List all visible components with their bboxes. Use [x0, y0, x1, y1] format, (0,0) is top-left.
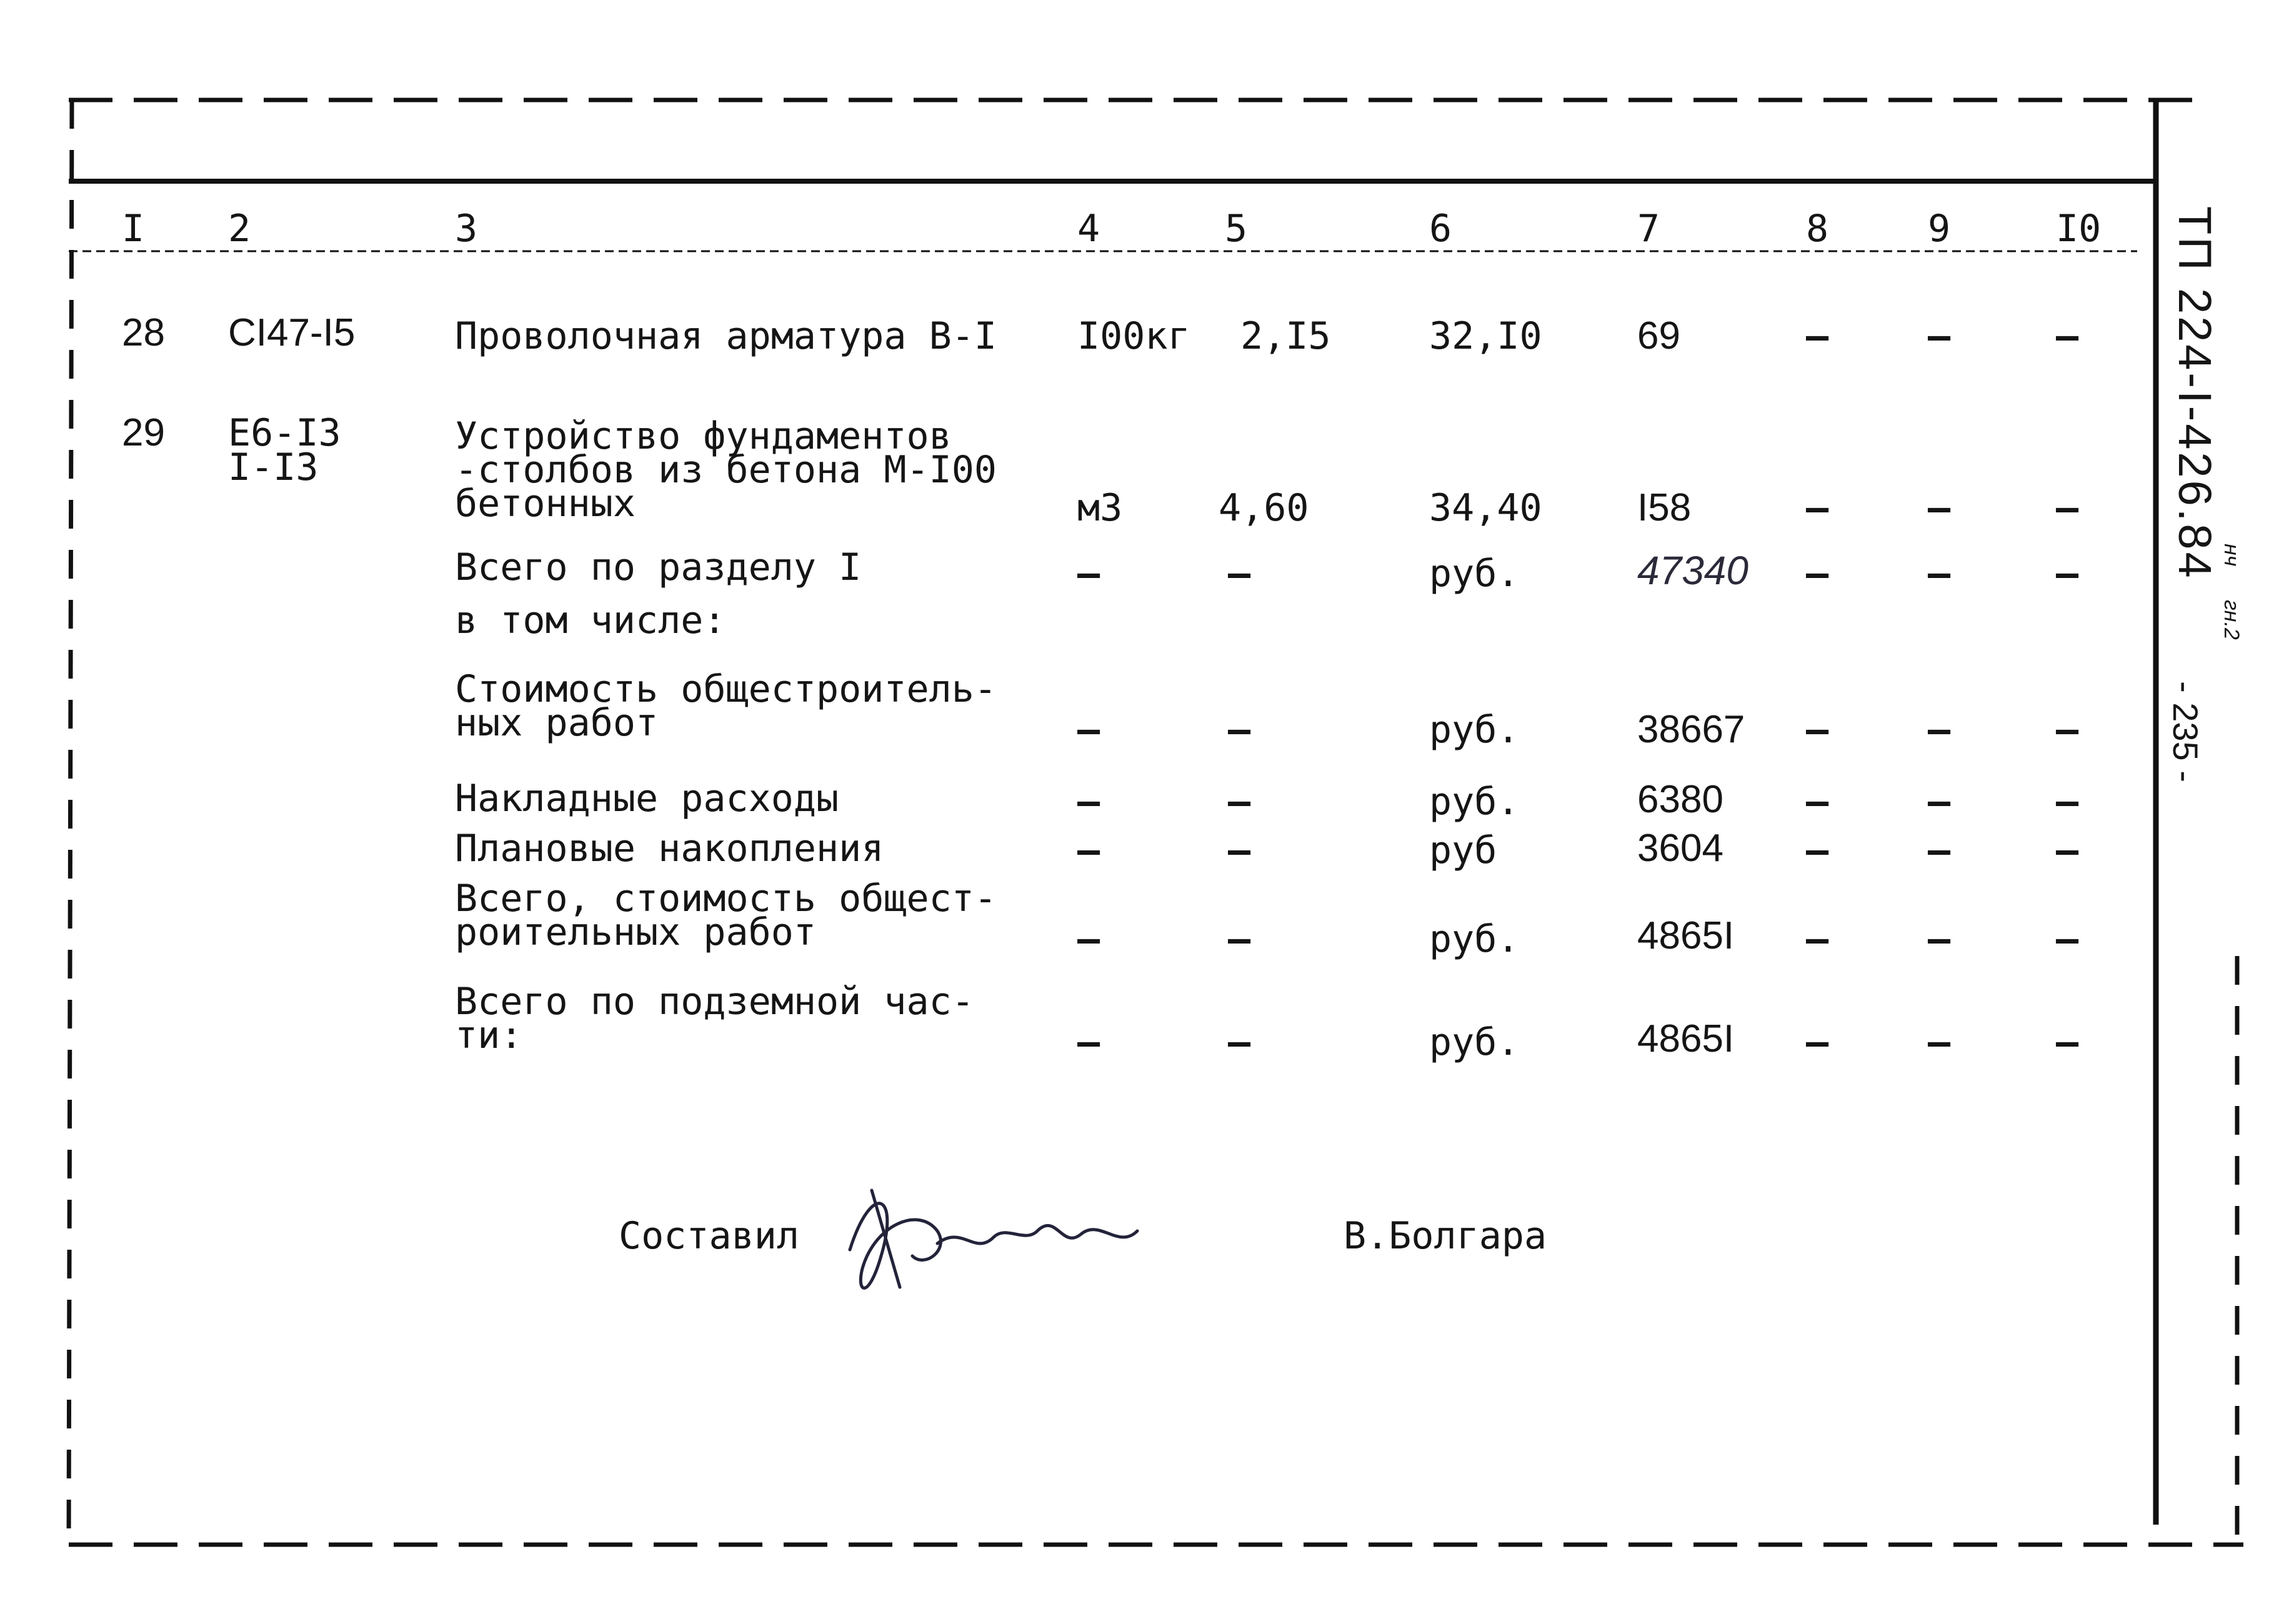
row-total: 4865I — [1637, 914, 1735, 957]
row-description: Плановые накопления — [455, 827, 884, 870]
row-col10: – — [2056, 917, 2079, 961]
row-total: I58 — [1637, 486, 1692, 529]
row-col10: – — [2056, 486, 2079, 530]
row-unit: I00кг — [1077, 314, 1190, 358]
row-col10: – — [2056, 552, 2079, 595]
row-code: Е6-I3 — [228, 411, 341, 455]
row-qty: 2,I5 — [1240, 314, 1331, 358]
row-description: -столбов из бетона М-I00 — [455, 448, 997, 492]
row-qty: – — [1228, 1020, 1251, 1064]
row-qty: – — [1228, 829, 1251, 872]
subsection-note: в том числе: — [455, 599, 726, 642]
row-total: 4865I — [1637, 1017, 1735, 1060]
compiler-name: В.Болгара — [1344, 1214, 1547, 1258]
col-7: 7 — [1637, 207, 1660, 251]
row-price: 34,40 — [1429, 486, 1542, 530]
row-col9: – — [1928, 314, 1951, 358]
row-col8: – — [1806, 314, 1829, 358]
row-description: роительных работ — [455, 910, 816, 954]
col-5: 5 — [1225, 207, 1248, 251]
row-number: 28 — [122, 311, 165, 354]
row-col8: – — [1806, 486, 1829, 530]
row-code-2: I-I3 — [228, 446, 319, 489]
row-unit: – — [1077, 829, 1100, 872]
row-unit: – — [1077, 780, 1100, 824]
row-description: ти: — [455, 1014, 523, 1057]
col-4: 4 — [1077, 207, 1100, 251]
row-price: 32,I0 — [1429, 314, 1542, 358]
row-col10: – — [2056, 829, 2079, 872]
row-code: CI47-I5 — [228, 311, 356, 354]
row-unit: – — [1077, 1020, 1100, 1064]
row-price: руб. — [1429, 917, 1520, 961]
row-price: руб. — [1429, 552, 1520, 595]
row-col9: – — [1928, 708, 1951, 752]
row-col8: – — [1806, 917, 1829, 961]
row-total: 38667 — [1637, 708, 1745, 751]
row-description: бетонных — [455, 482, 636, 526]
row-description: Проволочная арматура В-I — [455, 314, 997, 358]
row-total: 47340 — [1637, 548, 1748, 593]
row-col9: – — [1928, 486, 1951, 530]
row-unit: – — [1077, 708, 1100, 752]
row-description: Всего по разделу I — [455, 545, 862, 589]
col-6: 6 — [1429, 207, 1452, 251]
row-unit: м3 — [1077, 486, 1123, 530]
row-col8: – — [1806, 708, 1829, 752]
col-2: 2 — [228, 207, 251, 251]
row-description: ных работ — [455, 701, 659, 745]
col-9: 9 — [1928, 207, 1951, 251]
project-code-superscript: нч — [2220, 544, 2243, 567]
row-col9: – — [1928, 829, 1951, 872]
project-code: ТП 224-I-426.84 — [2169, 206, 2221, 580]
row-unit: – — [1077, 917, 1100, 961]
compiled-by-label: Составил — [619, 1214, 799, 1258]
row-col8: – — [1806, 552, 1829, 595]
row-unit: – — [1077, 552, 1100, 595]
row-col10: – — [2056, 314, 2079, 358]
row-total: 3604 — [1637, 827, 1723, 870]
row-qty: – — [1228, 780, 1251, 824]
row-qty: – — [1228, 708, 1251, 752]
row-qty: – — [1228, 917, 1251, 961]
row-col9: – — [1928, 780, 1951, 824]
row-col8: – — [1806, 780, 1829, 824]
row-qty: – — [1228, 552, 1251, 595]
row-description: Устройство фундаментов — [455, 414, 952, 458]
col-8: 8 — [1806, 207, 1829, 251]
row-description: Стоимость общестроитель- — [455, 667, 997, 711]
row-qty: 4,60 — [1219, 486, 1309, 530]
col-1: I — [122, 207, 145, 251]
row-col10: – — [2056, 708, 2079, 752]
row-number: 29 — [122, 411, 165, 454]
row-total: 69 — [1637, 314, 1680, 357]
row-col10: – — [2056, 1020, 2079, 1064]
project-code-superscript-2: гн.2 — [2220, 600, 2243, 640]
row-description: Всего, стоимость общест- — [455, 877, 997, 920]
row-price: руб — [1429, 829, 1497, 872]
row-price: руб. — [1429, 1020, 1520, 1064]
row-col8: – — [1806, 1020, 1829, 1064]
row-col9: – — [1928, 552, 1951, 595]
row-col9: – — [1928, 917, 1951, 961]
row-description: Всего по подземной час- — [455, 980, 974, 1024]
page-number: - 235 - — [2166, 681, 2205, 782]
row-price: руб. — [1429, 780, 1520, 824]
row-col8: – — [1806, 829, 1829, 872]
row-description: Накладные расходы — [455, 777, 839, 820]
row-col9: – — [1928, 1020, 1951, 1064]
row-col10: – — [2056, 780, 2079, 824]
row-total: 6380 — [1637, 778, 1723, 821]
col-10: I0 — [2056, 207, 2102, 251]
row-price: руб. — [1429, 708, 1520, 752]
col-3: 3 — [455, 207, 478, 251]
